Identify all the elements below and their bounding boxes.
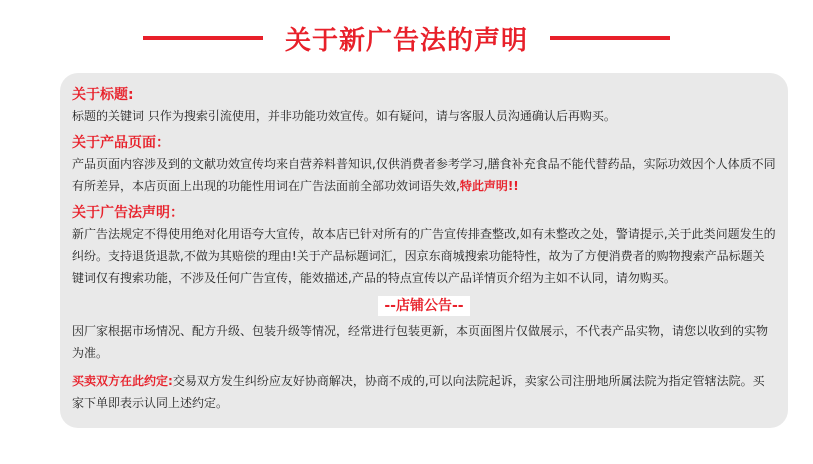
agreement-label: 买卖双方在此约定: <box>72 374 173 388</box>
page-header <box>0 18 813 58</box>
section-body-ad-law: 新广告法规定不得使用绝对化用语夸大宣传，故本店已针对所有的广告宣传排查整改,如有未整改之处，警请提示,关于此类问题发生的纠纷。支持退货退款,不做为其赔偿的理由!关于产品标题词汇，因京东商城搜索功能特性，故为了方便消费者的购物搜索产品标题关键词仅有搜索功能，不涉及任何广告宣传，能效描述,产品的特点宣传以产品详情页介绍为主如不认同，请勿购买。 <box>72 227 776 285</box>
header-left-line <box>143 36 263 40</box>
statement-panel <box>60 73 788 428</box>
section-body-product-page <box>72 153 776 197</box>
product-page-text: 产品页面内容涉及到的文献功效宣传均来自营养料普知识,仅供消费者参考学习,膳食补充食品不能代替药品，实际功效因个人体质不同有所差异，本店页面上出现的功能性用词在广告法面前全部功效词语失效, <box>72 157 776 193</box>
section-body-title: 标题的关键词 只作为搜索引流使用，并非功能功效宣传。如有疑问，请与客服人员沟通确认后再购买。 <box>72 109 616 123</box>
section-title-ad-law: 关于广告法声明： <box>72 205 184 221</box>
header-right-line <box>550 36 670 40</box>
page-title: 关于新广告法的声明 <box>284 25 528 56</box>
section-title-product-page: 关于产品页面： <box>72 135 170 151</box>
special-statement-emphasis: 特此声明!! <box>459 179 519 193</box>
agreement-text <box>72 370 776 414</box>
store-notice-body: 因厂家根据市场情况、配方升级、包装升级等情况，经常进行包装更新，本页面图片仅做展示，不代表产品实物，请您以收到的实物为准。 <box>72 324 769 360</box>
agreement-body: 交易双方发生纠纷应友好协商解决，协商不成的,可以向法院起诉，卖家公司注册地所属法院为指定管辖法院。买家下单即表示认同上述约定。 <box>72 374 765 410</box>
section-title-title: 关于标题: <box>72 87 134 103</box>
store-notice-title: --店铺公告-- <box>378 296 469 316</box>
store-notice-header <box>72 295 776 316</box>
